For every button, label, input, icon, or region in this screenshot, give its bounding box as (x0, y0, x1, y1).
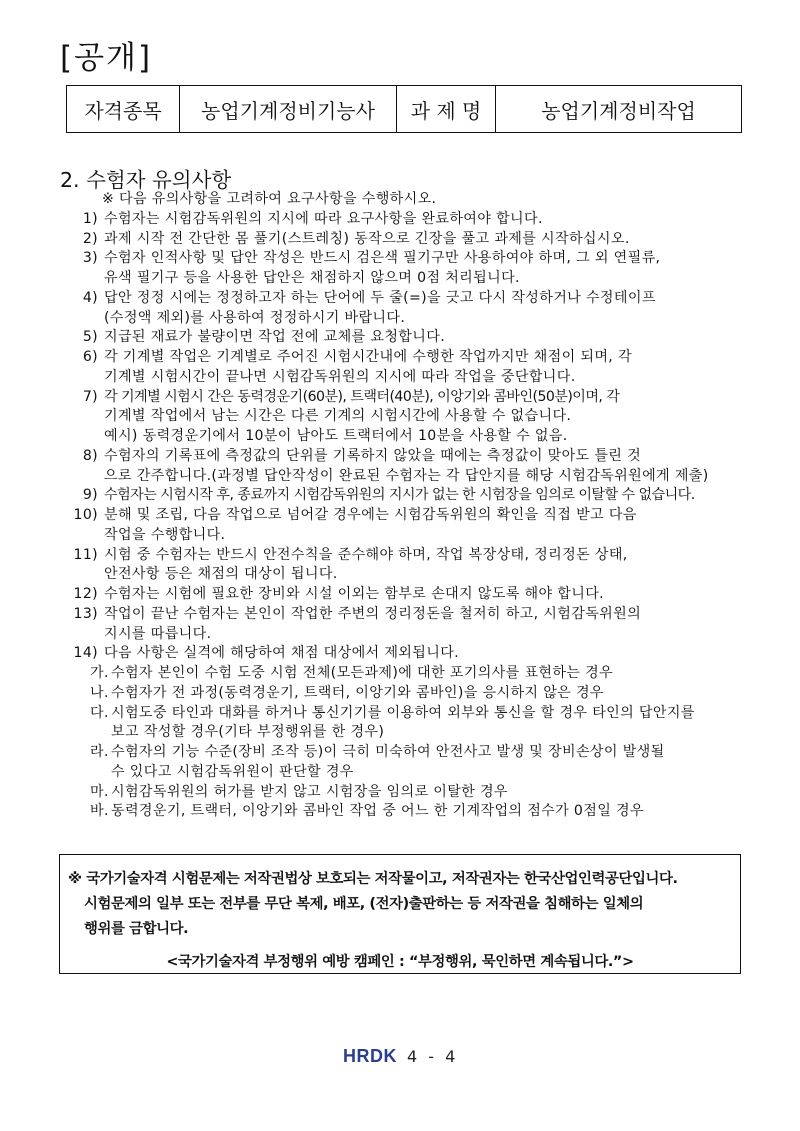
note-item (64, 447, 754, 467)
disqualification-key: 다. (90, 704, 109, 721)
note-item (64, 210, 754, 230)
disqualification-text: 동력경운기, 트랙터, 이앙기와 콤바인 작업 중 어느 한 기계작업의 점수가 0점일 경우 (111, 803, 644, 820)
note-item-continuation: 작업을 수행합니다. (104, 526, 226, 543)
note-item-continuation: 기계별 시험시간이 끝나면 시험감독위원의 지시에 따라 작업을 중단합니다. (104, 368, 576, 385)
copyright-notice (59, 854, 741, 974)
disqualification-key: 마. (90, 783, 109, 800)
note-number: 4) (82, 289, 98, 306)
disqualification-key: 바. (90, 803, 109, 820)
task-name-label: 과 제 명 (397, 86, 496, 133)
note-item (64, 388, 754, 408)
note-item (64, 289, 754, 309)
note-item (64, 486, 754, 506)
disqualification-item-continuation: 보고 작성할 경우(기타 부정행위를 한 경우) (111, 724, 385, 741)
note-text: 수험자 인적사항 및 답안 작성은 반드시 검은색 필기구만 사용하여야 하며, 그 외 연필류, (104, 250, 661, 267)
disqualification-text: 수험자의 기능 수준(장비 조작 등)이 극히 미숙하여 안전사고 발생 및 장비손상이 발생될 (111, 744, 665, 760)
copyright-line: 행위를 금합니다. (84, 921, 189, 937)
note-item-continuation: 기계별 작업에서 남는 시간은 다른 기계의 시험시간에 사용할 수 없습니다. (104, 408, 572, 425)
note-text: 수험자는 시험시작 후, 종료까지 시험감독위원의 지시가 없는 한 시험장을 임의로 이탈할 수 없습니다. (104, 487, 695, 504)
note-number: 10) (73, 507, 98, 523)
note-text: 분해 및 조립, 다음 작업으로 넘어갈 경우에는 시험감독위원의 확인을 직접 받고 다음 (104, 507, 637, 523)
disqualification-item (64, 704, 754, 724)
note-number: 11) (73, 546, 98, 563)
note-number: 5) (82, 329, 98, 346)
task-name-value: 농업기계정비작업 (496, 86, 742, 133)
note-item-continuation: 으로 간주합니다.(과정별 답안작성이 완료된 수험자는 각 답안지를 해당 시험감독위원에게 제출) (104, 467, 709, 484)
note-text: 각 기계별 작업은 기계별로 주어진 시험시간내에 수행한 작업까지만 채점이 되며, 각 (104, 349, 632, 365)
copyright-line: ※ 국가기술자격 시험문제는 저작권법상 보호되는 저작물이고, 저작권자는 한국산업인력공단입니다. (68, 871, 678, 887)
note-number: 7) (82, 388, 98, 405)
note-item (64, 230, 754, 250)
hrdk-logo: HRDK (343, 1046, 397, 1066)
exam-field-label: 자격종목 (67, 86, 180, 133)
note-number: 3) (82, 250, 98, 267)
note-item-continuation: 예시) 동력경운기에서 10분이 남아도 트랙터에서 10분을 사용할 수 없음. (104, 428, 568, 444)
note-text: 과제 시작 전 간단한 몸 풀기(스트레칭) 동작으로 긴장을 풀고 과제를 시작하십시오. (104, 230, 630, 247)
note-text: 수험자는 시험감독위원의 지시에 따라 요구사항을 완료하여야 합니다. (104, 210, 543, 227)
note-text: 시험 중 수험자는 반드시 안전수칙을 준수해야 하며, 작업 복장상태, 정리정돈 상태, (104, 546, 628, 563)
note-text: 답안 정정 시에는 정정하고자 하는 단어에 두 줄(=)을 긋고 다시 작성하거나 수정테이프 (104, 289, 656, 306)
note-item-continuation: 안전사항 등은 채점의 대상이 됩니다. (104, 566, 338, 583)
note-text: 다음 사항은 실격에 해당하여 채점 대상에서 제외됩니다. (104, 645, 459, 662)
exam-field-value: 농업기계정비기능사 (180, 86, 397, 133)
disqualification-item (64, 783, 754, 803)
section-title: 2. 수험자 유의사항 (60, 168, 232, 192)
note-item (64, 644, 754, 664)
disqualification-key: 라. (90, 744, 109, 760)
note-item (64, 546, 754, 566)
notes-list (64, 190, 754, 822)
exam-info-table (66, 85, 742, 133)
note-item (64, 605, 754, 625)
page-footer (343, 1046, 458, 1067)
disqualification-item-continuation: 수 있다고 시험감독위원이 판단할 경우 (111, 763, 354, 780)
note-text: 지급된 재료가 불량이면 작업 전에 교체를 요청합니다. (104, 329, 446, 346)
note-number: 12) (73, 586, 98, 602)
note-item-continuation: 지시를 따릅니다. (104, 625, 212, 642)
public-mark: [공개] (60, 40, 153, 76)
note-number: 6) (82, 349, 98, 365)
disqualification-key: 가. (90, 665, 109, 681)
copyright-line: 시험문제의 일부 또는 전부를 무단 복제, 배포, (전자)출판하는 등 저작권을 침해하는 일체의 (84, 896, 644, 912)
disqualification-text: 시험감독위원의 허가를 받지 않고 시험장을 임의로 이탈한 경우 (111, 783, 508, 800)
note-number: 13) (73, 605, 98, 622)
disqualification-item (64, 743, 754, 763)
note-item (64, 328, 754, 348)
disqualification-text: 시험도중 타인과 대화를 하거나 통신기기를 이용하여 외부와 통신을 할 경우 타인의 답안지를 (111, 704, 695, 721)
note-text: 작업이 끝난 수험자는 본인이 작업한 주변의 정리정돈을 철저히 하고, 시험감독위원의 (104, 605, 642, 622)
disqualification-text: 수험자 본인이 수험 도중 시험 전체(모든과제)에 대한 포기의사를 표현하는 경우 (111, 665, 614, 681)
note-item (64, 506, 754, 526)
note-number: 1) (82, 210, 98, 227)
page-number: 4 - 4 (407, 1047, 459, 1066)
notes-intro: ※ 다음 유의사항을 고려하여 요구사항을 수행하시오. (102, 191, 437, 207)
campaign-slogan: <국가기술자격 부정행위 예방 캠페인 : “부정행위, 묵인하면 계속됩니다.”> (166, 954, 634, 970)
disqualification-item (64, 802, 754, 822)
note-number: 14) (73, 645, 98, 662)
note-text: 수험자의 기록표에 측정값의 단위를 기록하지 않았을 때에는 측정값이 맞아도 틀린 것 (104, 447, 642, 464)
note-item (64, 249, 754, 269)
note-number: 8) (82, 447, 98, 464)
disqualification-item (64, 664, 754, 684)
note-number: 9) (82, 487, 98, 504)
note-text: 수험자는 시험에 필요한 장비와 시설 이외는 함부로 손대지 않도록 해야 합니다. (104, 586, 604, 602)
note-item (64, 585, 754, 605)
note-item-continuation: (수정액 제외)를 사용하여 정정하시기 바랍니다. (104, 309, 406, 326)
disqualification-item (64, 684, 754, 704)
note-number: 2) (82, 230, 98, 247)
disqualification-key: 나. (90, 684, 109, 701)
disqualification-text: 수험자가 전 과정(동력경운기, 트랙터, 이앙기와 콤바인)을 응시하지 않은 경우 (111, 684, 604, 701)
note-item-continuation: 유색 필기구 등을 사용한 답안은 채점하지 않으며 0점 처리됩니다. (104, 270, 520, 286)
note-item (64, 348, 754, 368)
note-text: 각 기계별 시험시 간은 동력경운기(60분), 트랙터(40분), 이앙기와 콤바인(50분)이며, 각 (104, 388, 620, 405)
